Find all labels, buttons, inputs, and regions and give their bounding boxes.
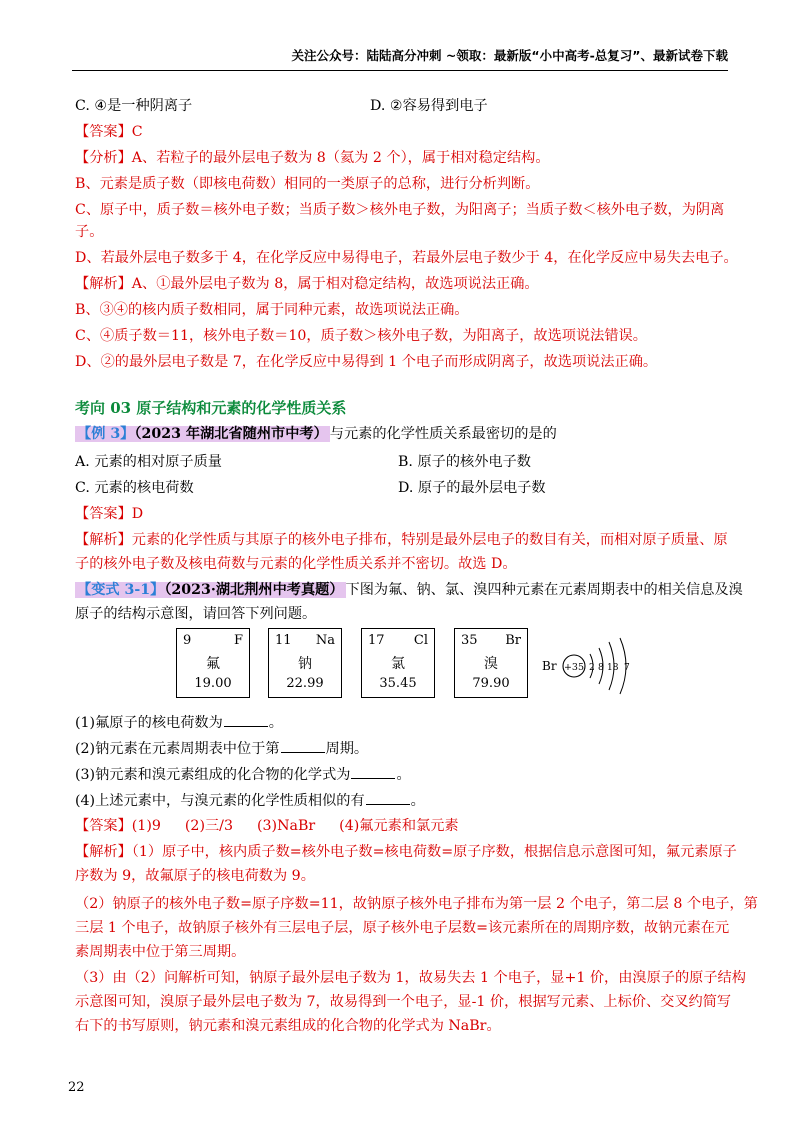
bromine-atom-diagram <box>540 626 640 698</box>
variant31-explain-2: 序数为 9，故氟原子的核电荷数为 9。 <box>75 868 315 884</box>
element-name: 氯 <box>391 656 405 672</box>
variant31-q1: (1)氟原子的核电荷数为 。 <box>75 712 283 733</box>
analysis-line-2: B、元素是质子数（即核电荷数）相同的一类原子的总称，进行分析判断。 <box>75 176 540 192</box>
variant31-explain-1: 【解析】（1）原子中，核内质子数=核外电子数=核电荷数=原子序数，根据信息示意图可知，氟元素原子 <box>75 844 737 860</box>
example3-question: 【例 3】（2023 年湖北省随州市中考） 与元素的化学性质关系最密切的是的 <box>77 426 557 442</box>
page-header: 关注公众号：陆陆高分冲刺 ~领取：最新版“小中高考-总复习”、最新试卷下载 <box>291 48 728 63</box>
element-name: 钠 <box>298 656 312 672</box>
variant31-explain-6: （3）由（2）问解析可知，钠原子最外层电子数为 1，故易失去 1 个电子，显+1 价，由溴原子的原子结构 <box>75 970 746 986</box>
explain-line-3: C、④质子数＝11，核外电子数＝10，质子数＞核外电子数，为阳离子，故选项说法错误。 <box>75 328 647 344</box>
example3-explain-1: 【解析】元素的化学性质与其原子的核外电子排布，特别是最外层电子的数目有关，而相对原子质量、原 <box>75 532 728 548</box>
example3-option-b: B. 原子的核外电子数 <box>398 454 531 470</box>
answer-blank[interactable] <box>224 712 268 727</box>
element-card-f <box>176 628 250 698</box>
element-card-cl <box>361 628 435 698</box>
analysis-line-3: C、原子中，质子数＝核外电子数；当质子数＞核外电子数，为阳离子；当质子数＜核外电子数，为阴离 <box>75 202 725 218</box>
element-mass: 79.90 <box>472 676 510 691</box>
atom-symbol: Br <box>542 659 557 673</box>
shell-electrons-2: 8 <box>598 663 604 673</box>
variant31-question-1: 【变式 3-1】（2023·湖北荆州中考真题） 下图为氟、钠、氯、溴四种元素在元素周期表中的相关信息及溴 <box>77 582 743 598</box>
shell-electrons-3: 18 <box>607 663 619 673</box>
example3-answer: 【答案】D <box>75 506 144 522</box>
variant31-explain-3: （2）钠原子的核外电子数=原子序数=11，故钠原子核外电子排布为第一层 2 个电子，第二层 8 个电子，第 <box>75 896 758 912</box>
answer-blank[interactable] <box>351 764 395 779</box>
example3-option-c: C. 元素的核电荷数 <box>75 480 194 496</box>
header-divider <box>72 70 728 71</box>
element-card-br <box>454 628 528 698</box>
shell-electrons-1: 2 <box>589 663 595 673</box>
variant31-explain-4: 三层 1 个电子，故钠原子核外有三层电子层，原子核外电子层数=该元素所在的周期序数，故钠元素在元 <box>75 920 730 936</box>
answer-blank[interactable] <box>366 790 410 805</box>
explain-line-1: 【解析】A、①最外层电子数为 8，属于相对稳定结构，故选项说法正确。 <box>75 276 539 292</box>
element-symbol: F <box>233 633 243 648</box>
explain-line-2: B、③④的核内质子数相同，属于同种元素，故选项说法正确。 <box>75 302 469 318</box>
element-mass: 19.00 <box>194 676 232 691</box>
example3-option-d: D. 原子的最外层电子数 <box>398 480 546 496</box>
atom-nucleus-charge: +35 <box>563 662 585 673</box>
element-symbol: Na <box>315 633 335 648</box>
element-symbol: Br <box>505 633 521 648</box>
variant31-q3: (3)钠元素和溴元素组成的化合物的化学式为 。 <box>75 764 411 785</box>
analysis-line-1: 【分析】A、若粒子的最外层电子数为 8（氦为 2 个），属于相对稳定结构。 <box>75 150 550 166</box>
element-mass: 22.99 <box>286 676 324 691</box>
explain-line-4: D、②的最外层电子数是 7，在化学反应中易得到 1 个电子而形成阴离子，故选项说法正确。 <box>75 354 658 370</box>
element-name: 氟 <box>206 656 220 672</box>
example3-explain-2: 子的核外电子数及核电荷数与元素的化学性质关系并不密切。故选 D。 <box>75 556 517 572</box>
variant31-explain-8: 右下的书写原则，钠元素和溴元素组成的化合物的化学式为 NaBr。 <box>75 1018 501 1034</box>
example3-option-a: A. 元素的相对原子质量 <box>75 454 222 470</box>
element-mass: 35.45 <box>379 676 417 691</box>
element-number: 11 <box>275 633 292 648</box>
answer-blank[interactable] <box>281 738 325 753</box>
variant31-q2: (2)钠元素在元素周期表中位于第 周期。 <box>75 738 368 759</box>
variant31-answer: 【答案】(1)9 (2)三/3 (3)NaBr (4)氟元素和氯元素 <box>75 818 459 834</box>
option-c: C. ④是一种阴离子 <box>75 98 193 114</box>
analysis-line-5: D、若最外层电子数多于 4，在化学反应中易得电子，若最外层电子数少于 4，在化学反应中易失去电子。 <box>75 250 738 266</box>
variant31-explain-5: 素周期表中位于第三周期。 <box>75 944 246 960</box>
element-number: 35 <box>461 633 478 648</box>
analysis-line-4: 子。 <box>75 224 104 240</box>
element-card-na <box>268 628 342 698</box>
section-title: 考向 03 原子结构和元素的化学性质关系 <box>75 399 347 417</box>
element-number: 9 <box>183 633 192 648</box>
element-symbol: Cl <box>413 633 428 648</box>
shell-electrons-4: 7 <box>624 663 630 673</box>
element-name: 溴 <box>484 656 498 672</box>
variant31-q4: (4)上述元素中，与溴元素的化学性质相似的有 。 <box>75 790 425 811</box>
variant31-explain-7: 示意图可知，溴原子最外层电子数为 7，故易得到一个电子，显-1 价，根据写元素、上标价、交叉约简写 <box>75 994 732 1010</box>
option-d: D. ②容易得到电子 <box>370 98 488 114</box>
variant31-question-2: 原子的结构示意图，请回答下列问题。 <box>75 606 317 622</box>
answer-line: 【答案】C <box>75 124 143 140</box>
element-number: 17 <box>368 633 385 648</box>
page-number: 22 <box>68 1080 85 1095</box>
